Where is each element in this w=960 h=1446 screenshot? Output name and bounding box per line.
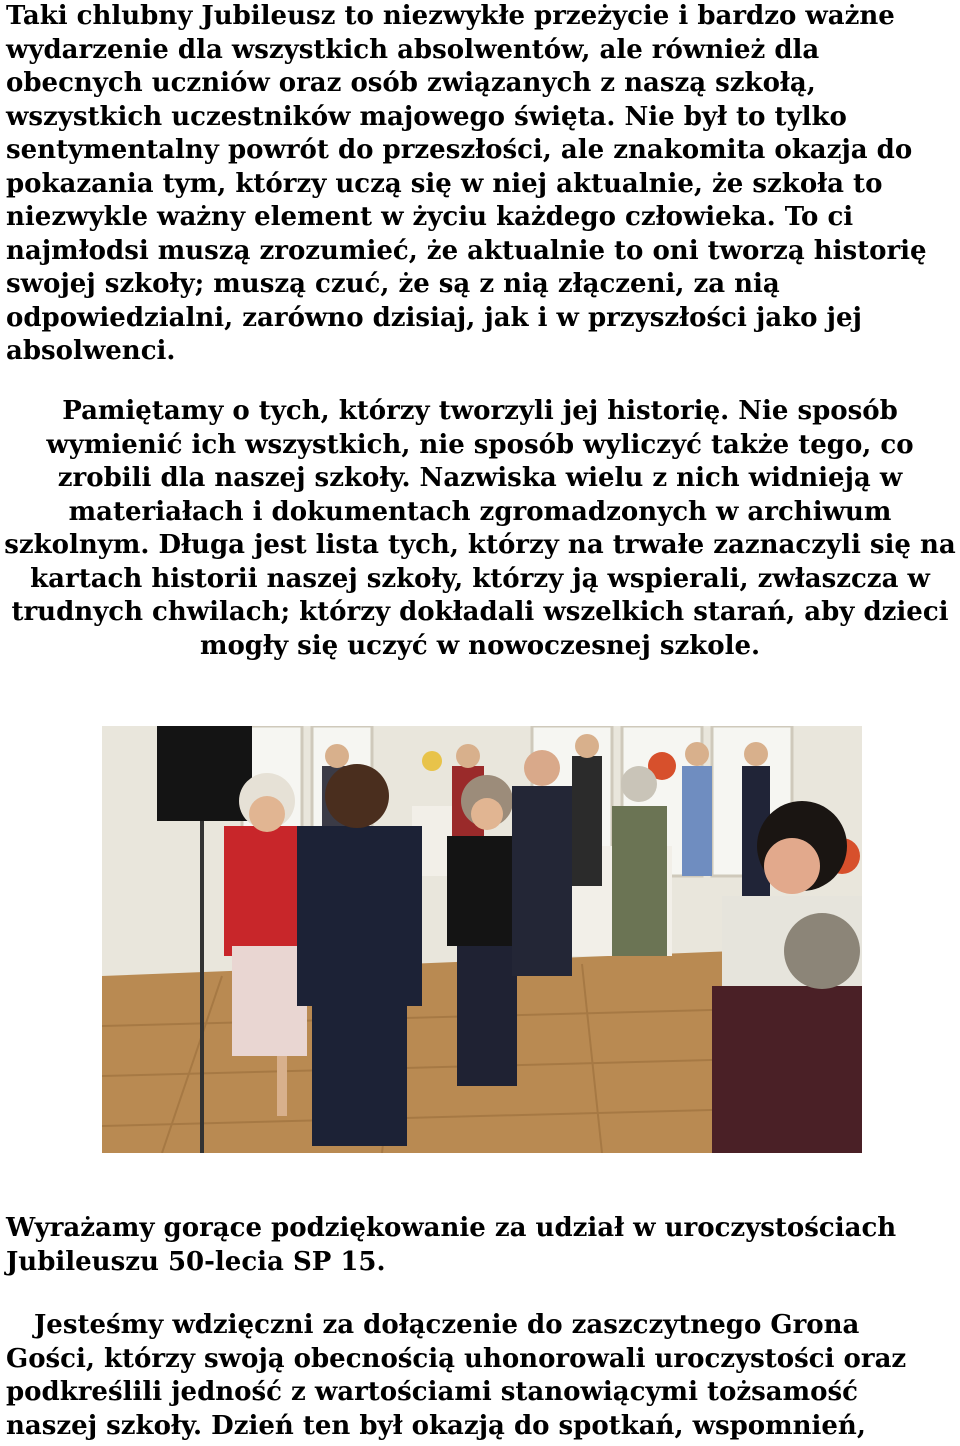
paragraph-remembrance: Pamiętamy o tych, którzy tworzyli jej historię. Nie sposób wymienić ich wszystkich, nie sposób wyliczyć także tego, co zrobili dla naszej szkoły. Nazwiska wielu z nich widnieją w materiałach i dokumentach zgromadzonych w archiwum szkolnym. Długa jest lista tych, którzy na trwałe zaznaczyli się na kartach historii naszej szkoły, którzy ją wspierali, zwłaszcza w trudnych chwilach; którzy dokładali wszelkich starań, aby dzieci mogły się uczyć w nowoczesnej szkole.	[4, 396, 956, 661]
paragraph-jubilee-intro: Taki chlubny Jubileusz to niezwykłe przeżycie i bardzo ważne wydarzenie dla wszystkich absolwentów, ale również dla obecnych uczniów oraz osób związanych z naszą szkołą, wszystkich uczestników majowego święta. Nie był to tylko sentymentalny powrót do przeszłości, ale znakomita okazja do pokazania tym, którzy uczą się w niej aktualnie, że szkoła to niezwykle ważny element w życiu każdego człowieka. To ci najmłodsi muszą zrozumieć, że aktualnie to oni tworzą historię swojej szkoły; muszą czuć, że są z nią złączeni, za nią odpowiedzialni, zarówno dzisiaj, jak i w przyszłości jako jej absolwenci.	[6, 1, 927, 366]
photo-illustration	[102, 726, 862, 1153]
paragraph-gratitude: Jesteśmy wdzięczni za dołączenie do zaszczytnego Grona Gości, którzy swoją obecnością uhonorowali uroczystości oraz podkreślili jedność z wartościami stanowiącymi tożsamość naszej szkoły. Dzień ten był okazją do spotkań, wspomnień,	[6, 1310, 907, 1441]
photo-loudspeaker	[157, 726, 252, 821]
photo-flowers	[422, 751, 442, 771]
paragraph-thanks: Wyrażamy gorące podziękowanie za udział w uroczystościach Jubileuszu 50-lecia SP 15.	[6, 1213, 897, 1277]
jubilee-reception-photo	[102, 726, 862, 1153]
